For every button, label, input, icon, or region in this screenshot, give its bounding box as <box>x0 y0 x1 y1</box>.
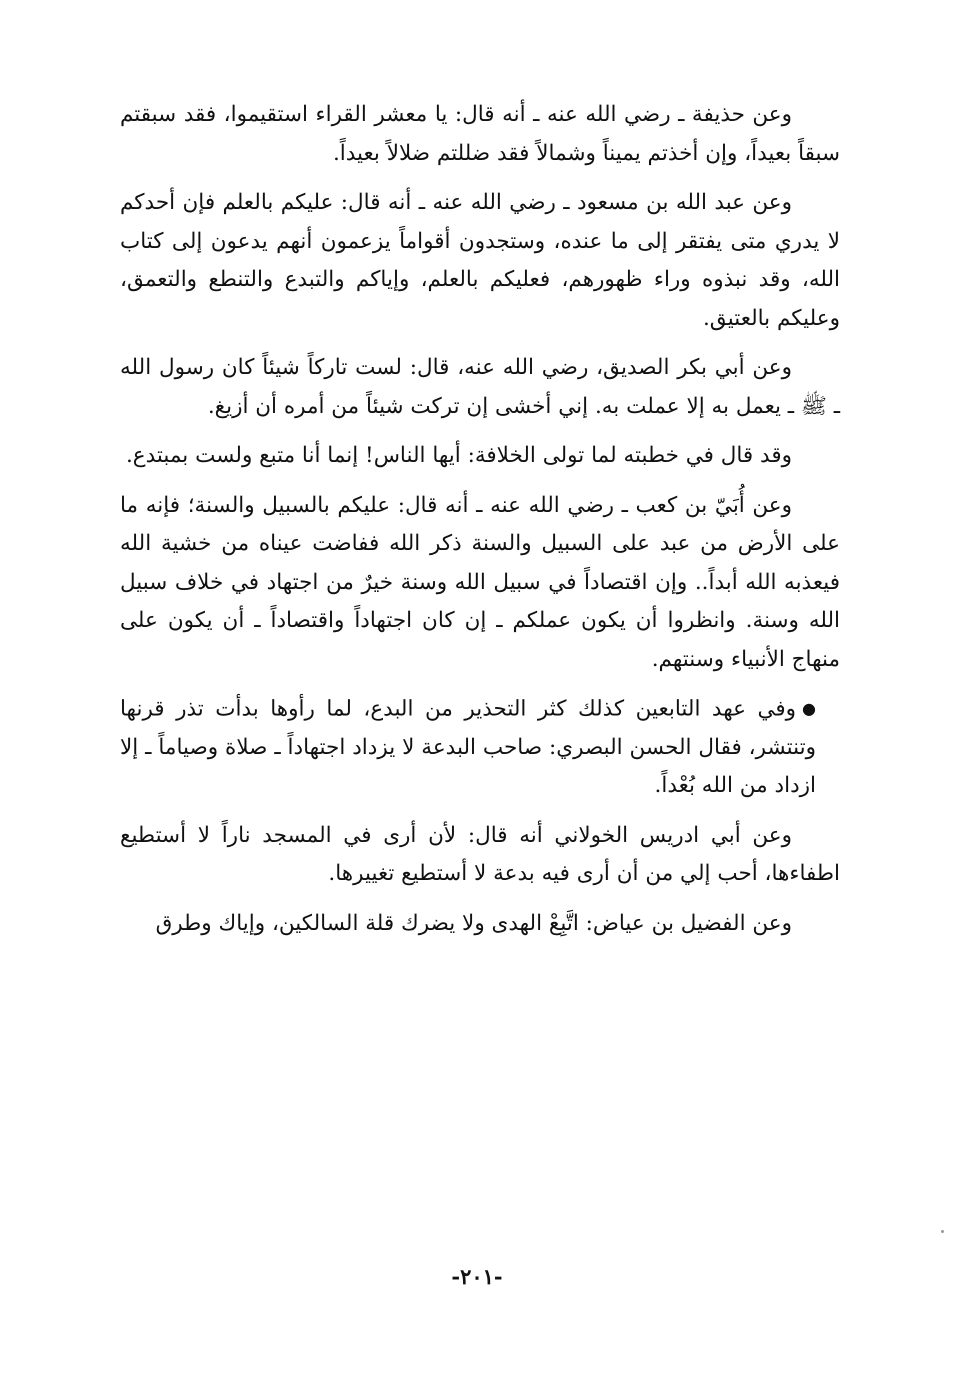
body-text <box>120 96 840 954</box>
paragraph-abu-bakr: وعن أبي بكر الصديق، رضي الله عنه، قال: لست تاركاً شيئاً كان رسول الله ـ ﷺ ـ يعمل به إلا عملت به. إني أخشى إن تركت شيئاً من أمره أن أزيغ. <box>120 355 840 419</box>
paragraph-abu-idris: وعن أبي ادريس الخولاني أنه قال: لأن أرى في المسجد ناراً لا أستطيع اطفاءها، أحب إلي من أن أرى فيه بدعة لا أستطيع تغييرها. <box>120 822 840 887</box>
paragraph-fudayl: وعن الفضيل بن عياض: اتَّبِعْ الهدى ولا يضرك قلة السالكين، وإياك وطرق <box>155 910 792 936</box>
paragraph-khilafa-speech: وقد قال في خطبته لما تولى الخلافة: أيها الناس! إنما أنا متبع ولست بمبتدع. <box>125 443 792 468</box>
paragraph-tabiin-text: وفي عهد التابعين كذلك كثر التحذير من البدع، لما رأوها بدأت تذر قرنها وتنتشر، فقال الحسن البصري: صاحب البدعة لا يزداد اجتهاداً ـ صلاة وصياماً ـ إلا ازداد من الله بُعْداً. <box>120 696 816 799</box>
scan-speck <box>941 1230 944 1233</box>
paragraph-hudhayfa: وعن حذيفة ـ رضي الله عنه ـ أنه قال: يا معشر القراء استقيموا، فقد سبقتم سبقاً بعيداً، وإن أخذتم يميناً وشمالاً فقد ضللتم ضلالاً بعيداً. <box>120 102 840 166</box>
paragraph-ibn-masud: وعن عبد الله بن مسعود ـ رضي الله عنه ـ أنه قال: عليكم بالعلم فإن أحدكم لا يدري متى يفتقر إلى ما عنده، وستجدون أقواماً يزعمون أنهم يدعون إلى كتاب الله، وقد نبذوه وراء ظهورهم، فعليكم بالعلم، وإياكم والتبدع والتنطع والتعمق، وعليكم بالعتيق. <box>120 190 840 331</box>
paragraph-tabiin <box>120 690 840 806</box>
paragraph-ubay-ibn-kab: وعن أُبَيّ بن كعب ـ رضي الله عنه ـ أنه قال: عليكم بالسبيل والسنة؛ فإنه ما على الأرض من عبد على السبيل والسنة ذكر الله ففاضت عيناه من خشية الله فيعذبه الله أبداً.. وإن اقتصاداً في سبيل الله وسنة خيرٌ من اجتهاد في خلاف سبيل الله وسنة. وانظروا أن يكون عملكم ـ إن كان اجتهاداً واقتصاداً ـ أن يكون على منهاج الأنبياء وسنتهم. <box>120 492 840 672</box>
page-number: -٢٠١- <box>451 1264 503 1289</box>
bullet-icon: ● <box>802 699 816 718</box>
